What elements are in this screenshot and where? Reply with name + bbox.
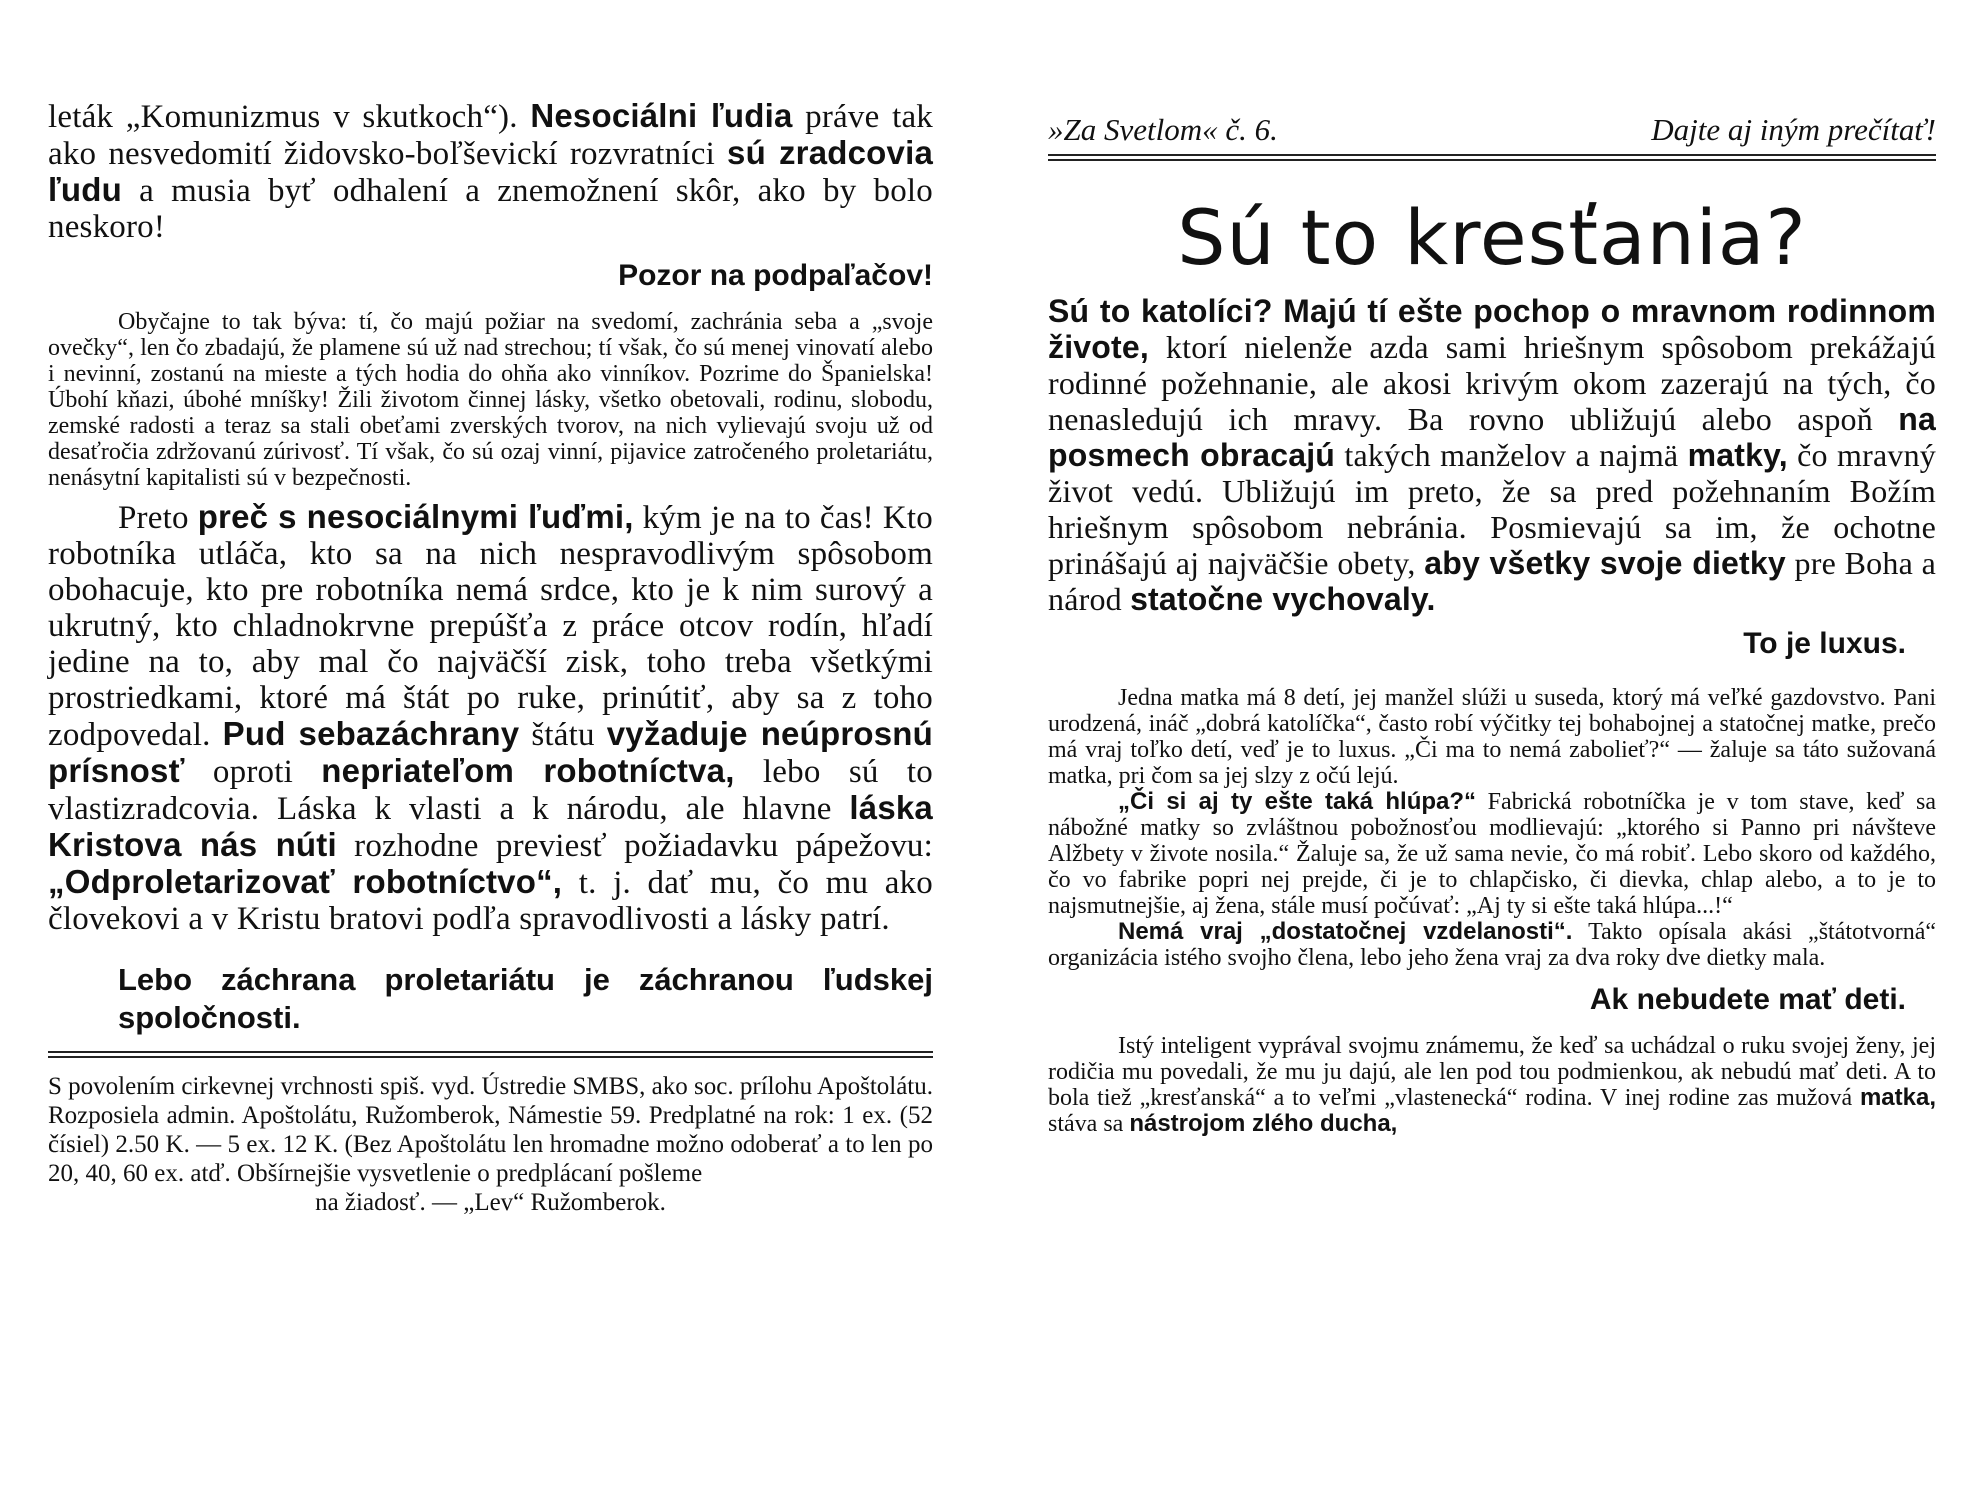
- paragraph-small: [1048, 1033, 1936, 1137]
- text-run: takých manželov a najmä: [1335, 437, 1688, 473]
- bold-run: „Či si aj ty ešte taká hlúpa?“: [1118, 788, 1477, 815]
- text-run: ktorí nielenže azda sami hriešnym spôsobom prekážajú rodinné požehnanie, ale akosi krivým okom zazerajú na tých, čo nenasledujú ich mravy. Ba rovno ubližujú alebo aspoň: [1048, 329, 1936, 437]
- text-run: Istý inteligent vyprával svojmu známemu, že keď sa uchádzal o ruku svojej ženy, jej rodičia mu povedali, že mu ju dajú, ale len pod tou podmienkou, ak nebudú mať deti. A to bola tiež „kresťanská“ a to veľmi „vlastenecká“ rodina. V inej rodine zas mužová: [1048, 1033, 1936, 1111]
- bold-run: „Odproletarizovať robotníctvo“,: [48, 863, 563, 900]
- bold-run: nepriateľom robotníctva,: [321, 752, 735, 789]
- text-run: čo mravný život vedú. Ubližujú im preto, že sa pred požehnaním Božím hriešnym spôsobom nebránia. Posmievajú sa im, že ochotne prinášajú aj najväčšie obety,: [1048, 437, 1937, 581]
- text-run: Takto opísala akási „štátotvorná“ organizácia istého svojho člena, lebo jeho žena vraj za dva roky dve dietky mala.: [1048, 919, 1936, 971]
- text-run: t. j. dať mu, čo mu ako človekovi a v Kristu bratovi podľa spravodlivosti a lásky patrí.: [48, 865, 933, 937]
- issue-label: »Za Svetlom« č. 6.: [1048, 112, 1278, 147]
- closing-statement: Lebo záchrana proletariátu je záchranou ľudskej spoločnosti.: [118, 962, 933, 1035]
- bold-run: láska Kristova nás núti: [48, 789, 933, 863]
- left-column: [48, 98, 933, 1217]
- text-run: lebo sú to vlastizradcovia. Láska k vlasti a k národu, ale hlavne: [48, 754, 934, 827]
- right-column: [1048, 112, 1936, 1137]
- bold-run: sú zradcovia ľudu: [48, 134, 933, 208]
- right-page: [994, 0, 1988, 1500]
- paragraph-main: [48, 499, 933, 937]
- text-run: rozhodne previesť požiadavku pápežovu:: [336, 828, 934, 864]
- page-title: Sú to kresťania?: [1177, 193, 1807, 282]
- bold-run: Nemá vraj „dostatočnej vzdelanosti“.: [1118, 918, 1573, 945]
- bold-run: Nesociálni ľudia: [530, 97, 793, 134]
- bold-run: Sú to katolíci? Majú tí ešte pochop o mravnom rodinnom živote,: [1048, 293, 1936, 365]
- text-run: oproti: [184, 754, 322, 790]
- bold-run: preč s nesociálnymi ľuďmi,: [197, 498, 634, 535]
- bold-run: matka,: [1859, 1084, 1936, 1111]
- bold-run: na posmech obracajú: [1048, 401, 1936, 473]
- running-header: [1048, 112, 1936, 148]
- text-run: Preto: [118, 500, 198, 536]
- footer-text: S povolením cirkevnej vrchnosti spiš. vyd. Ústredie SMBS, ako soc. prílohu Apoštolátu. Rozposiela admin. Apoštolátu, Ružomberok, Námestie 59. Predplatné na rok: 1 ex. (52 čísiel) 2.50 K. — 5 ex. 12 K. (Bez Apoštolátu len hromadne možno odoberať a to len po 20, 40, 60 ex. atď. Obšírnejšie vysvetlenie o predplácaní pošleme: [48, 1073, 933, 1187]
- publisher-footer: [48, 1072, 933, 1217]
- paragraph-small: [1048, 789, 1936, 919]
- text-run: a musia byť odhalení a znemožnení skôr, ako by bolo neskoro!: [48, 173, 933, 245]
- paragraph-intro: [48, 98, 933, 245]
- paragraph-small: [1048, 919, 1936, 971]
- text-run: pre Boha a národ: [1048, 545, 1937, 617]
- text-run: stáva sa: [1048, 1111, 1130, 1137]
- bold-run: matky,: [1687, 437, 1788, 473]
- section-heading: To je luxus.: [1743, 627, 1906, 660]
- bold-run: aby všetky svoje dietky: [1424, 545, 1786, 581]
- header-rule: [1048, 154, 1936, 161]
- paragraph-intro: [1048, 293, 1936, 617]
- bold-run: vyžaduje neúprosnú prísnosť: [48, 715, 933, 789]
- text-run: práve tak ako nesvedomití židovsko-boľševickí rozvratníci: [48, 99, 933, 172]
- header-slogan: Dajte aj iným prečítať!: [1651, 112, 1936, 147]
- section-heading: Pozor na podpaľačov!: [618, 259, 933, 292]
- text-run: Fabrická robotníčka je v tom stave, keď sa nábožné matky so zvláštnou pobožnosťou modlievajú: „ktorého si Panno pri návšteve Alžbety v živote nosila.“ Žaluje sa, že už sama nevie, čo má robiť. Lebo skoro od každého, čo vo fabrike popri nej prejde, či je to chlapčisko, či dievka, chlap alebo, a to je to najsmutnejšie, aj žena, stále musí počúvať: „Aj ty si ešte taká hlúpa...!“: [1048, 789, 1936, 919]
- paragraph-small: Jedna matka má 8 detí, jej manžel slúži u suseda, ktorý má veľké gazdovstvo. Pani urodzená, ináč „dobrá katolíčka“, často robí výčitky tej bohabojnej a statočnej matke, prečo má vraj toľko detí, veď je to luxus. „Či ma to nemá zabolieť?“ — žaluje sa táto sužovaná matka, pri čom sa jej slzy z očú lejú.: [1048, 685, 1936, 789]
- text-run: leták „Komunizmus v skutkoch“).: [48, 99, 531, 135]
- bold-run: Pud sebazáchrany: [222, 715, 520, 752]
- divider-rule: [48, 1051, 933, 1058]
- text-run: štátu: [519, 717, 607, 753]
- paragraph-small: Obyčajne to tak býva: tí, čo majú požiar na svedomí, zachránia seba a „svoje ovečky“, len čo zbadajú, že plamene sú už nad strechou; tí však, čo sú menej vinovatí alebo i nevinní, zostanú na mieste a tých hodia do ohňa ako vinníkov. Pozrime do Španielska! Úbohí kňazi, úbohé mníšky! Žili životom činnej lásky, všetko obetovali, rodinu, slobodu, zemské radosti a teraz sa stali obeťami zverských tvorov, na nich vylievajú svoju už od desaťročia zdržovanú zúrivosť. Tí však, čo sú ozaj vinní, pijavice zatročeného proletariátu, nenásytní kapitalisti sú v bezpečnosti.: [48, 309, 933, 491]
- section-heading: Ak nebudete mať deti.: [1589, 983, 1906, 1016]
- footer-last-line: na žiadosť. — „Lev“ Ružomberok.: [315, 1189, 666, 1216]
- text-run: kým je na to čas! Kto robotníka utláča, kto sa na nich nespravodlivým spôsobom obohacuje, kto pre robotníka nemá srdce, kto je k nim surový a ukrutný, kto chladnokrvne prepúšťa z práce otcov rodín, hľadí jedine na to, aby mal čo najväčší zisk, toho treba všetkými prostriedkami, ktoré má štát po ruke, prinútiť, aby sa z toho zodpovedal.: [48, 500, 933, 753]
- bold-run: nástrojom zlého ducha,: [1129, 1110, 1398, 1137]
- bold-run: statočne vychovaly.: [1130, 581, 1436, 617]
